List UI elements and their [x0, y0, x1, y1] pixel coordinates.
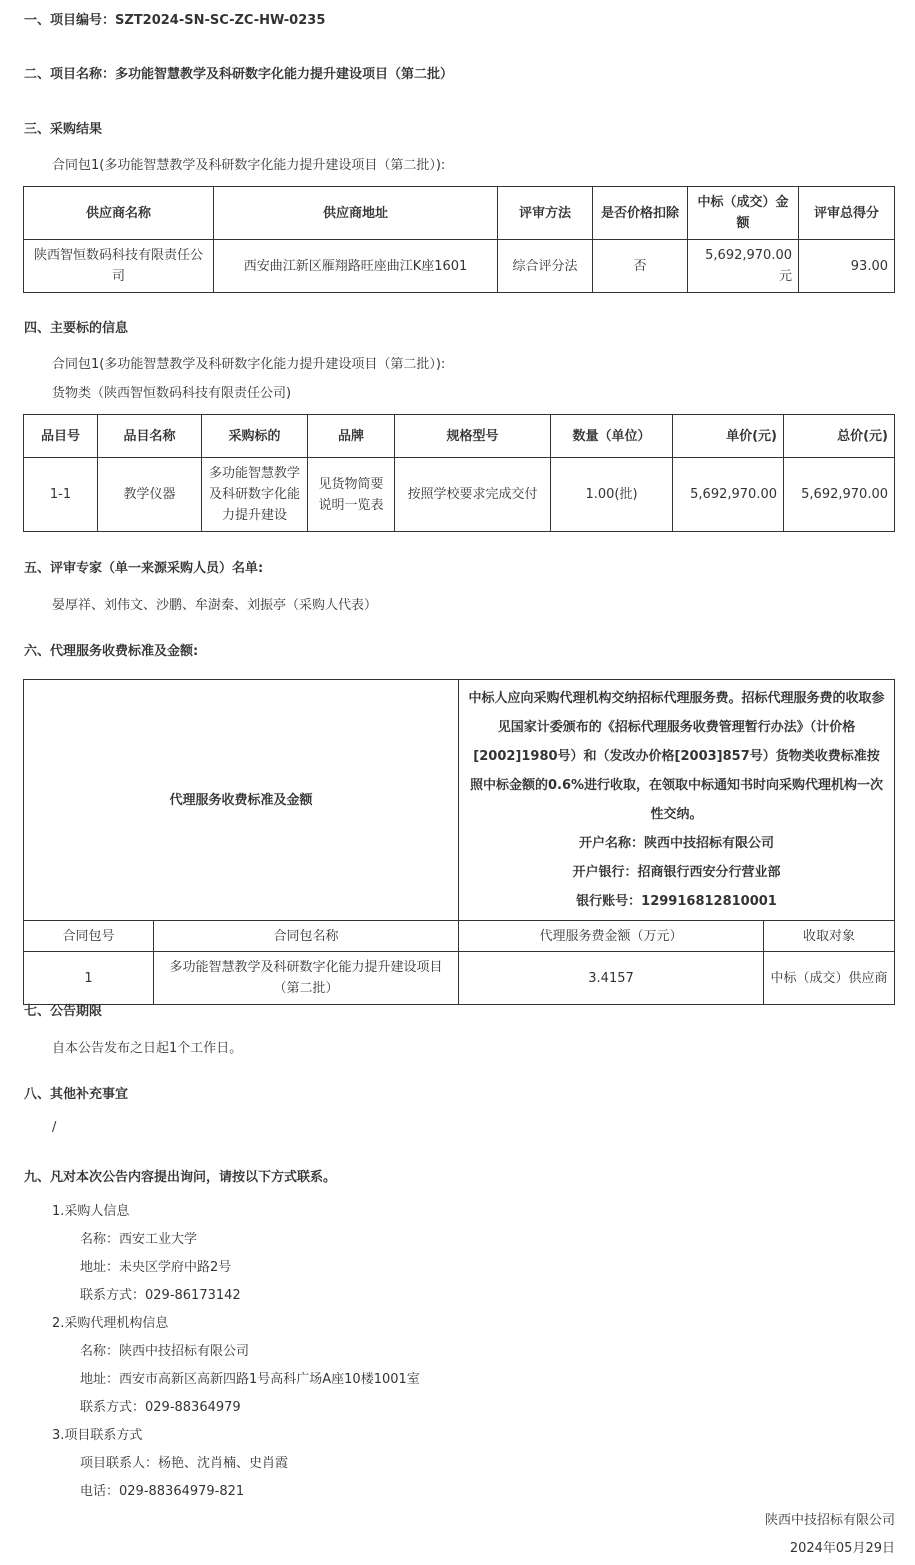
total-price-cell: 5,692,970.00 — [784, 458, 895, 532]
project-name-heading — [24, 63, 453, 82]
agency-address: 地址：西安市高新区高新四路1号高科广场A座10楼1001室 — [80, 1372, 420, 1387]
col-award-amount: 中标（成交）金额 — [688, 187, 799, 240]
notice-period-heading: 七、公告期限 — [24, 1004, 103, 1019]
project-name-label: 二、项目名称： — [24, 67, 116, 82]
experts-list: 晏厚祥、刘伟文、沙鹏、牟澍秦、刘振亭（采购人代表） — [52, 598, 378, 613]
fee-heading: 六、代理服务收费标准及金额: — [24, 644, 199, 659]
project-name-value: 多功能智慧教学及科研数字化能力提升建设项目（第二批） — [115, 67, 454, 82]
col-item-name: 品目名称 — [98, 415, 202, 458]
fee-standard-content — [459, 680, 895, 921]
project-contact-title: 3.项目联系方式 — [52, 1428, 143, 1443]
col-brand: 品牌 — [308, 415, 395, 458]
project-contact-person: 项目联系人：杨艳、沈肖楠、史肖霞 — [80, 1456, 289, 1471]
project-number-value: SZT2024-SN-SC-ZC-HW-0235 — [115, 13, 326, 28]
review-method-cell: 综合评分法 — [498, 240, 593, 293]
supplier-name-cell: 陕西智恒数码科技有限责任公司 — [24, 240, 214, 293]
col-fee-amount: 代理服务费金额（万元） — [459, 921, 764, 952]
col-item-no: 品目号 — [24, 415, 98, 458]
notice-period-text: 自本公告发布之日起1个工作日。 — [52, 1041, 243, 1056]
contact-heading: 九、凡对本次公告内容提出询问，请按以下方式联系。 — [24, 1170, 337, 1185]
col-price-deduction: 是否价格扣除 — [593, 187, 688, 240]
footer-organization: 陕西中技招标有限公司 — [764, 1513, 895, 1528]
spec-cell: 按照学校要求完成交付 — [395, 458, 551, 532]
account-bank: 开户银行：招商银行西安分行营业部 — [572, 865, 781, 880]
fee-amount-cell: 3.4157 — [459, 952, 764, 1005]
col-spec: 规格型号 — [395, 415, 551, 458]
col-supplier-address: 供应商地址 — [214, 187, 498, 240]
col-fee-payer: 收取对象 — [764, 921, 895, 952]
item-name-cell: 教学仪器 — [98, 458, 202, 532]
col-total-price: 总价(元) — [784, 415, 895, 458]
package-no-cell: 1 — [24, 952, 154, 1005]
subject-cell: 多功能智慧教学及科研数字化能力提升建设 — [202, 458, 308, 532]
account-name: 开户名称：陕西中技招标有限公司 — [579, 836, 775, 851]
fee-payer-cell: 中标（成交）供应商 — [764, 952, 895, 1005]
footer-date: 2024年05月29日 — [789, 1541, 895, 1556]
agency-phone: 联系方式：029-88364979 — [80, 1400, 241, 1415]
result-table — [23, 186, 895, 293]
col-package-name: 合同包名称 — [154, 921, 459, 952]
table-row — [24, 240, 895, 293]
project-contact-phone: 电话：029-88364979-821 — [80, 1484, 245, 1499]
items-category-label: 货物类（陕西智恒数码科技有限责任公司) — [52, 386, 292, 401]
other-matters-text: / — [52, 1120, 57, 1135]
project-number-label: 一、项目编号： — [24, 13, 116, 28]
unit-price-cell: 5,692,970.00 — [673, 458, 784, 532]
brand-cell: 见货物简要说明一览表 — [308, 458, 395, 532]
price-deduction-cell: 否 — [593, 240, 688, 293]
total-score-cell: 93.00 — [799, 240, 895, 293]
experts-heading: 五、评审专家（单一来源采购人员）名单: — [24, 561, 264, 576]
project-number-heading — [24, 9, 325, 28]
table-row — [24, 458, 895, 532]
purchaser-phone: 联系方式：029-86173142 — [80, 1288, 241, 1303]
fee-description: 中标人应向采购代理机构交纳招标代理服务费。招标代理服务费的收取参见国家计委颁布的《招标代理服务收费管理暂行办法》（计价格[2002]1980号）和（发改办价格[2003]857号）货物类收费标准按照中标金额的0.6%进行收取，在领取中标通知书时向采购代理机构一次性交纳。 — [468, 691, 885, 822]
col-subject: 采购标的 — [202, 415, 308, 458]
purchaser-info-title: 1.采购人信息 — [52, 1204, 130, 1219]
items-package-label: 合同包1(多功能智慧教学及科研数字化能力提升建设项目（第二批）): — [52, 357, 446, 372]
purchaser-name: 名称：西安工业大学 — [80, 1232, 198, 1247]
col-total-score: 评审总得分 — [799, 187, 895, 240]
col-review-method: 评审方法 — [498, 187, 593, 240]
quantity-cell: 1.00(批) — [551, 458, 673, 532]
agency-name: 名称：陕西中技招标有限公司 — [80, 1344, 250, 1359]
col-supplier-name: 供应商名称 — [24, 187, 214, 240]
agency-info-title: 2.采购代理机构信息 — [52, 1316, 169, 1331]
result-package-label: 合同包1(多功能智慧教学及科研数字化能力提升建设项目（第二批）): — [52, 158, 446, 173]
col-package-no: 合同包号 — [24, 921, 154, 952]
award-amount-cell: 5,692,970.00元 — [688, 240, 799, 293]
col-unit-price: 单价(元) — [673, 415, 784, 458]
fee-table — [23, 679, 895, 1005]
package-name-cell: 多功能智慧教学及科研数字化能力提升建设项目（第二批） — [154, 952, 459, 1005]
table-row — [24, 952, 895, 1005]
main-items-heading: 四、主要标的信息 — [24, 321, 129, 336]
item-no-cell: 1-1 — [24, 458, 98, 532]
other-matters-heading: 八、其他补充事宜 — [24, 1087, 129, 1102]
items-table — [23, 414, 895, 532]
procurement-result-heading: 三、采购结果 — [24, 122, 103, 137]
fee-standard-label: 代理服务收费标准及金额 — [24, 680, 459, 921]
purchaser-address: 地址：未央区学府中路2号 — [80, 1260, 232, 1275]
col-quantity: 数量（单位） — [551, 415, 673, 458]
account-number: 银行账号：129916812810001 — [576, 894, 777, 909]
supplier-address-cell: 西安曲江新区雁翔路旺座曲江K座1601 — [214, 240, 498, 293]
